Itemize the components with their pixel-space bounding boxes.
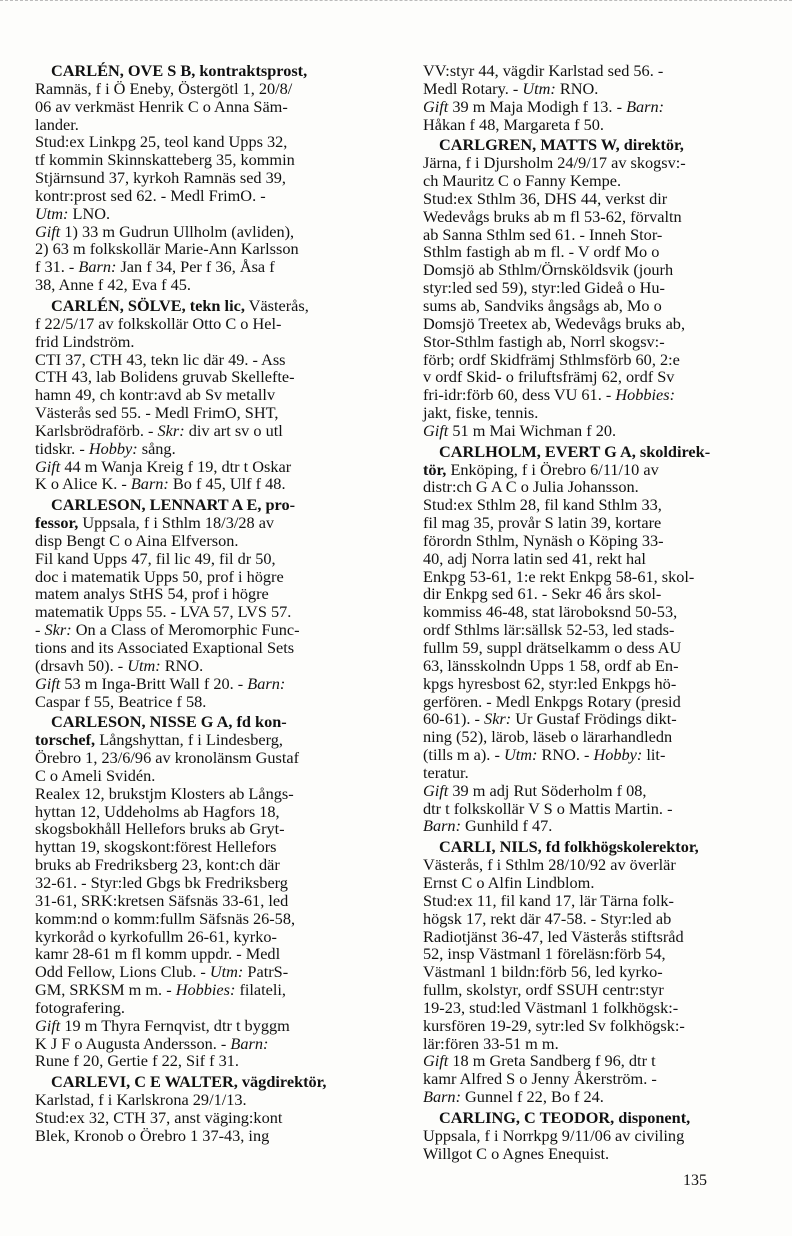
entry-text: skogsbokhåll Hellefors bruks ab Gryt- <box>35 819 285 839</box>
entry-text: 1) 33 m Gudrun Ullholm (avliden), <box>60 221 295 241</box>
entry-text: hyttan 12, Uddeholms ab Hagfors 18, <box>35 801 280 821</box>
entry-line <box>423 190 751 208</box>
entry-line <box>423 675 751 693</box>
entry-line <box>35 205 363 223</box>
field-label: Skr: <box>157 420 185 440</box>
entry-text: RNO. - <box>537 745 594 765</box>
entry-text: Ur Gustaf Frödings dikt- <box>511 709 677 729</box>
entry-line <box>35 639 363 657</box>
entry-line <box>35 1035 363 1053</box>
entry-line <box>423 639 751 657</box>
field-label: Gift <box>423 420 449 440</box>
entry-line <box>423 945 751 963</box>
entry-line <box>423 746 751 764</box>
left-column <box>35 62 363 1148</box>
entry-name: CARLÉN, OVE S B, kontraktsprost, <box>51 61 308 80</box>
field-label: Gift <box>35 456 61 476</box>
entry-text: bruks ab Fredriksberg 23, kont:ch där <box>35 855 280 875</box>
entry-text: (tills m a). - <box>423 745 504 765</box>
entry-line <box>423 261 751 279</box>
field-label: Skr: <box>484 709 512 729</box>
field-label: Gift <box>423 780 449 800</box>
entry-heading-line <box>35 1073 363 1091</box>
page-top-edge <box>0 0 792 5</box>
entry-text: Stjärnsund 37, kyrkoh Ramnäs sed 39, <box>35 168 286 188</box>
entry-text: dir Enkpg sed 61. - Sekr 46 års skol- <box>423 584 662 604</box>
entry-text: 39 m Maja Modigh f 13. - <box>448 96 627 116</box>
entry-line <box>423 657 751 675</box>
entry-text: 63, länsskolndn Upps 1 58, ordf ab En- <box>423 655 679 675</box>
entry-name: CARLESON, NISSE G A, fd kon- <box>51 712 287 732</box>
entry-line <box>35 981 363 999</box>
entry-name: tör, <box>423 459 447 479</box>
entry-text: Wedevågs bruks ab m fl 53-62, förvaltn <box>423 206 682 226</box>
entry-line <box>423 782 751 800</box>
entry-text: kyrkoråd o kyrkofullm 26-61, kyrko- <box>35 926 277 946</box>
entry-line <box>35 963 363 981</box>
entry <box>35 1073 363 1144</box>
entry-text: sång. <box>137 438 176 458</box>
field-label: Utm: <box>503 745 538 765</box>
entry-line <box>423 514 751 532</box>
field-label: Hobby: <box>88 438 138 458</box>
right-column <box>423 62 751 1165</box>
entry <box>35 713 363 1070</box>
page-number: 135 <box>683 1172 707 1189</box>
entry-text: VV:styr 44, vägdir Karlstad sed 56. - <box>423 61 664 80</box>
entry-line <box>35 333 363 351</box>
entry-text: doc i matematik Upps 50, prof i högre <box>35 566 284 586</box>
entry-text: div art sv o utl <box>184 420 283 440</box>
entry-text: f 31. - <box>35 257 79 277</box>
entry-name: CARLING, C TEODOR, disponent, <box>439 1107 691 1127</box>
entry-text: Västerås sed 55. - Medl FrimO, SHT, <box>35 403 279 423</box>
entry-line <box>35 169 363 187</box>
entry-line <box>423 116 751 134</box>
entry-line <box>423 892 751 910</box>
entry-text: 44 m Wanja Kreig f 19, dtr t Oskar <box>60 456 292 476</box>
entry-line <box>35 276 363 294</box>
entry-heading-line <box>423 1109 751 1127</box>
field-label: Gift <box>35 1015 61 1035</box>
entry-text: ch Mauritz C o Fanny Kempe. <box>423 171 622 191</box>
entry-text: 60-61). - <box>423 709 485 729</box>
entry-line <box>423 279 751 297</box>
entry-name: CARLESON, LENNART A E, pro- <box>51 495 296 515</box>
entry-line <box>35 999 363 1017</box>
entry-text: Stud:ex Sthlm 36, DHS 44, verkst dir <box>423 188 668 208</box>
field-label: Barn: <box>130 474 169 494</box>
entry-text: Rune f 20, Gertie f 22, Sif f 31. <box>35 1051 239 1071</box>
entry-text: RNO. <box>555 78 599 98</box>
entry-line <box>35 187 363 205</box>
field-label: Barn: <box>78 257 117 277</box>
entry-heading-line <box>35 62 363 80</box>
entry-text: Odd Fellow, Lions Club. - <box>35 962 210 982</box>
entry-line <box>35 568 363 586</box>
entry-text: Caspar f 55, Beatrice f 58. <box>35 691 207 711</box>
entry-line <box>35 404 363 422</box>
entry-line <box>423 1145 751 1163</box>
entry-text: 32-61. - Styr:led Gbgs bk Fredriksberg <box>35 872 288 892</box>
entry-line <box>35 1052 363 1070</box>
entry-text: ab Sanna Sthlm sed 61. - Inneh Stor- <box>423 224 663 244</box>
entry-text: Järna, f i Djursholm 24/9/17 av skogsv:- <box>423 153 686 173</box>
entry-line <box>423 1088 751 1106</box>
field-label: Gift <box>423 96 449 116</box>
entry-text: Bo f 45, Ulf f 48. <box>168 474 286 494</box>
entry-line <box>423 710 751 728</box>
entry-line <box>423 910 751 928</box>
entry-line <box>423 817 751 835</box>
entry-line <box>423 98 751 116</box>
entry-line <box>423 621 751 639</box>
entry-text: kamr Alfred S o Jenny Åkerström. - <box>423 1069 657 1089</box>
entry-line <box>423 422 751 440</box>
entry-text: 39 m adj Rut Söderholm f 08, <box>448 780 647 800</box>
entry-line <box>35 803 363 821</box>
entry-line <box>423 585 751 603</box>
entry-line <box>423 963 751 981</box>
entry-text: filateli, <box>235 980 287 1000</box>
entry-text: Långshyttan, f i Lindesberg, <box>95 730 283 750</box>
entry-continued <box>423 62 751 133</box>
entry-line <box>423 550 751 568</box>
entry-text: lit- <box>642 745 666 765</box>
entry-line <box>423 874 751 892</box>
entry-text: 19-23, stud:led Västmanl 1 folkhögsk:- <box>423 997 679 1017</box>
entry-line <box>35 945 363 963</box>
entry-line <box>423 999 751 1017</box>
entry-text: v ordf Skid- o friluftsfrämj 62, ordf Sv <box>423 367 675 387</box>
entry-line <box>35 1017 363 1035</box>
entry-text: Ernst C o Alfin Lindblom. <box>423 872 595 892</box>
entry-line <box>423 532 751 550</box>
entry-line <box>423 856 751 874</box>
entry-line <box>35 133 363 151</box>
field-label: Hobbies: <box>615 385 676 405</box>
entry-name: torschef, <box>35 730 96 750</box>
entry <box>423 1109 751 1163</box>
entry-name: CARLGREN, MATTS W, direktör, <box>439 135 684 155</box>
entry-text: Uppsala, f i Sthlm 18/3/28 av <box>78 513 275 533</box>
entry-line <box>35 98 363 116</box>
entry-text: Stud:ex Sthlm 28, fil kand Sthlm 33, <box>423 495 662 515</box>
entry-line <box>423 1017 751 1035</box>
entry-text: Västerås, <box>244 295 309 315</box>
entry-line <box>35 910 363 928</box>
entry-line <box>423 1070 751 1088</box>
entry-text: fri-idr:förb 60, dess VU 61. - <box>423 385 616 405</box>
entry <box>35 62 363 294</box>
entry-text: 19 m Thyra Fernqvist, dtr t byggm <box>60 1015 290 1035</box>
entry-line <box>423 297 751 315</box>
entry-text: disp Bengt C o Aina Elfverson. <box>35 530 239 550</box>
entry-text: kontr:prost sed 62. - Medl FrimO. - <box>35 185 266 205</box>
entry-text: ning (52), lärob, läseb o lärarhandledn <box>423 727 673 747</box>
entry-line <box>423 351 751 369</box>
entry-text: (drsavh 50). - <box>35 655 128 675</box>
entry-line <box>423 368 751 386</box>
entry <box>423 443 751 836</box>
entry-text: tidskr. - <box>35 438 89 458</box>
entry-text: kpgs hyresbost 62, styr:led Enkpgs hö- <box>423 673 677 693</box>
entry-text: högsk 17, rekt där 47-58. - Styr:led ab <box>423 908 672 928</box>
entry-line <box>423 981 751 999</box>
entry-heading-line <box>35 297 363 315</box>
entry-line <box>35 151 363 169</box>
entry-text: sums ab, Sandviks ångsågs ab, Mo o <box>423 295 662 315</box>
entry-line <box>423 478 751 496</box>
entry-text: 40, adj Norra latin sed 41, rekt hal <box>423 548 646 568</box>
entry-line <box>35 386 363 404</box>
entry-line <box>35 240 363 258</box>
entry-text: Fil kand Upps 47, fil lic 49, fil dr 50, <box>35 548 276 568</box>
field-label: Barn: <box>423 1087 461 1107</box>
entry-text: matem analys StHS 54, prof i högre <box>35 584 269 604</box>
entry-text: Örebro 1, 23/6/96 av kronolänsm Gustaf <box>35 748 300 768</box>
entry-text: PatrS- <box>243 962 289 982</box>
entry-text: Medl Rotary. - <box>423 78 523 98</box>
entry-line <box>35 550 363 568</box>
entry-line <box>35 585 363 603</box>
entry-line <box>35 820 363 838</box>
entry-text: Jan f 34, Per f 36, Åsa f <box>116 257 275 277</box>
entry-text: 31-61, SRK:kretsen Säfsnäs 33-61, led <box>35 890 289 910</box>
entry-text: gerfören. - Medl Enkpgs Rotary (presid <box>423 691 681 711</box>
entry-line <box>35 1091 363 1109</box>
field-label: Hobbies: <box>175 980 236 1000</box>
entry-line <box>423 62 751 80</box>
entry-text: 52, insp Västmanl 1 föreläsn:förb 54, <box>423 944 666 964</box>
entry-text: förb; ordf Skidfrämj Sthlmsförb 60, 2:e <box>423 349 680 369</box>
entry-line <box>35 223 363 241</box>
entry-text: tions and its Associated Exaptional Sets <box>35 638 295 657</box>
entry-line <box>35 731 363 749</box>
entry-text: fullm 59, suppl drätselkamm o dess AU <box>423 638 682 657</box>
entry-line <box>423 461 751 479</box>
entry-line <box>423 764 751 782</box>
entry <box>35 496 363 710</box>
entry-text: Enkpg 53-61, 1:e rekt Enkpg 58-61, skol- <box>423 566 695 586</box>
entry-text: Gunnel f 22, Bo f 24. <box>460 1087 604 1107</box>
entry-text: 53 m Inga-Britt Wall f 20. - <box>60 673 248 693</box>
entry-text: - <box>35 620 45 640</box>
field-label: Utm: <box>522 78 556 98</box>
entry-text: On a Class of Meromorphic Func- <box>71 620 300 640</box>
entry-text: 18 m Greta Sandberg f 96, dtr t <box>448 1051 656 1071</box>
entry-text: frid Lindström. <box>35 331 135 351</box>
entry-text: kamr 28-61 m fl komm uppdr. - Medl <box>35 944 281 964</box>
entry-line <box>35 440 363 458</box>
entry-line <box>35 351 363 369</box>
entry-text: teratur. <box>423 762 469 782</box>
entry-name: fessor, <box>35 513 79 533</box>
entry-heading-line <box>423 838 751 856</box>
entry-text: lär:fören 33-51 m m. <box>423 1033 559 1053</box>
entry <box>35 297 363 493</box>
entry-text: jakt, fiske, tennis. <box>423 403 539 423</box>
field-label: Barn: <box>626 96 665 116</box>
entry-text: Willgot C o Agnes Enequist. <box>423 1143 610 1163</box>
field-label: Barn: <box>230 1033 269 1053</box>
field-label: Gift <box>423 1051 449 1071</box>
entry-text: LNO. <box>68 203 111 223</box>
entry-line <box>35 892 363 910</box>
field-label: Barn: <box>423 816 461 836</box>
entry-line <box>35 315 363 333</box>
entry-text: Västmanl 1 bildn:förb 56, led kyrko- <box>423 962 663 982</box>
entry-line <box>35 767 363 785</box>
entry-text: K J F o Augusta Andersson. - <box>35 1033 231 1053</box>
entry-text: Karlstad, f i Karlskrona 29/1/13. <box>35 1090 247 1110</box>
field-label: Utm: <box>35 203 69 223</box>
entry-name: CARLÉN, SÖLVE, tekn lic, <box>51 295 245 315</box>
entry-text: Västerås, f i Sthlm 28/10/92 av överlär <box>423 855 676 875</box>
field-label: Utm: <box>209 962 244 982</box>
entry-text: komm:nd o komm:fullm Säfsnäs 26-58, <box>35 908 296 928</box>
entry-text: Radiotjänst 36-47, led Västerås stiftsråd <box>423 926 684 946</box>
entry-line <box>423 172 751 190</box>
field-label: Hobby: <box>593 745 643 765</box>
entry-text: Enköping, f i Örebro 6/11/10 av <box>446 459 659 479</box>
entry-line <box>35 928 363 946</box>
entry-text: 06 av verkmäst Henrik C o Anna Säm- <box>35 96 288 116</box>
entry-text: Karlsbrödraförb. - <box>35 420 158 440</box>
entry-line <box>35 621 363 639</box>
entry-line <box>423 800 751 818</box>
entry-line <box>35 368 363 386</box>
entry-line <box>35 1127 363 1145</box>
entry-text: Stud:ex 11, fil kand 17, lär Tärna folk- <box>423 890 674 910</box>
entry-line <box>423 404 751 422</box>
entry-text: RNO. <box>160 655 204 675</box>
entry-text: Uppsala, f i Norrkpg 9/11/06 av civiling <box>423 1125 685 1145</box>
entry-name: CARLHOLM, EVERT G A, skoldirek- <box>439 441 711 461</box>
entry <box>423 136 751 439</box>
entry-text: ordf Sthlms lär:sällsk 52-53, led stads- <box>423 620 675 640</box>
entry-text: styr:led sed 59), styr:led Gideå o Hu- <box>423 278 665 298</box>
entry-text: CTI 37, CTH 43, tekn lic där 49. - Ass <box>35 349 286 369</box>
entry-line <box>35 1109 363 1127</box>
entry-heading-line <box>423 136 751 154</box>
entry-text: Stud:ex Linkpg 25, teol kand Upps 32, <box>35 132 288 152</box>
entry-line <box>423 208 751 226</box>
entry-line <box>35 116 363 134</box>
entry-text: Blek, Kronob o Örebro 1 37-43, ing <box>35 1125 270 1145</box>
entry-line <box>423 568 751 586</box>
entry-text: distr:ch G A C o Julia Johansson. <box>423 477 639 497</box>
entry <box>423 838 751 1106</box>
entry-heading-line <box>35 713 363 731</box>
entry-text: kursfören 19-29, sytr:led Sv folkhögsk:- <box>423 1015 685 1035</box>
entry-line <box>423 386 751 404</box>
entry-line <box>35 874 363 892</box>
entry-line <box>423 496 751 514</box>
entry-line <box>35 514 363 532</box>
entry-text: 38, Anne f 42, Eva f 45. <box>35 275 191 295</box>
entry-text: CTH 43, lab Bolidens gruvab Skellefte- <box>35 367 295 387</box>
entry-text: lander. <box>35 114 79 134</box>
entry-line <box>423 226 751 244</box>
entry-text: Sthlm fastigh ab m fl. - V ordf Mo o <box>423 242 660 262</box>
entry-line <box>423 154 751 172</box>
entry-name: CARLEVI, C E WALTER, vägdirektör, <box>51 1072 327 1092</box>
entry-text: 51 m Mai Wichman f 20. <box>448 420 617 440</box>
entry-line <box>35 458 363 476</box>
entry-text: f 22/5/17 av folkskollär Otto C o Hel- <box>35 313 282 333</box>
entry-text: tf kommin Skinnskatteberg 35, kommin <box>35 150 295 170</box>
field-label: Barn: <box>247 673 286 693</box>
entry-line <box>35 532 363 550</box>
entry-line <box>423 1035 751 1053</box>
field-label: Skr: <box>44 620 72 640</box>
entry-text: hamn 49, ch kontr:avd ab Sv metallv <box>35 385 276 405</box>
entry-text: Stor-Sthlm fastigh ab, Norrl skogsv:- <box>423 331 665 351</box>
entry-text: fotografering. <box>35 997 125 1017</box>
entry-name: CARLI, NILS, fd folkhögskolerektor, <box>439 837 699 857</box>
entry-line <box>35 838 363 856</box>
entry-line <box>35 603 363 621</box>
entry-line <box>423 315 751 333</box>
entry-line <box>35 422 363 440</box>
entry-line <box>423 243 751 261</box>
entry-text: GM, SRKSM m m. - <box>35 980 176 1000</box>
entry-line <box>35 856 363 874</box>
entry-line <box>35 258 363 276</box>
entry-text: C o Ameli Svidén. <box>35 765 156 785</box>
entry-text: Domsjö Treetex ab, Wedevågs bruks ab, <box>423 313 686 333</box>
entry-text: Håkan f 48, Margareta f 50. <box>423 114 604 134</box>
entry-text: K o Alice K. - <box>35 474 131 494</box>
entry-text: Realex 12, brukstjm Klosters ab Långs- <box>35 783 294 803</box>
entry-line <box>35 475 363 493</box>
field-label: Gift <box>35 221 61 241</box>
entry-line <box>423 333 751 351</box>
field-label: Utm: <box>127 655 161 675</box>
entry-heading-line <box>35 496 363 514</box>
entry-text: 2) 63 m folkskollär Marie-Ann Karlsson <box>35 239 299 259</box>
field-label: Gift <box>35 673 61 693</box>
entry-text: förordn Sthlm, Nynäsh o Köping 33- <box>423 530 664 550</box>
entry-text: Stud:ex 32, CTH 37, anst väging:kont <box>35 1107 283 1127</box>
entry-line <box>423 693 751 711</box>
entry-text: matematik Upps 55. - LVA 57, LVS 57. <box>35 602 292 622</box>
entry-text: dtr t folkskollär V S o Mattis Martin. - <box>423 798 673 818</box>
entry-line <box>423 603 751 621</box>
entry-text: Ramnäs, f i Ö Eneby, Östergötl 1, 20/8/ <box>35 78 293 98</box>
entry-line <box>423 1127 751 1145</box>
entry-line <box>35 785 363 803</box>
entry-heading-line <box>423 443 751 461</box>
entry-text: fullm, skolstyr, ordf SSUH centr:styr <box>423 980 664 1000</box>
entry-text: kommiss 46-48, stat läroboksnd 50-53, <box>423 602 678 622</box>
entry-line <box>35 657 363 675</box>
entry-line <box>423 1052 751 1070</box>
entry-text: fil mag 35, provår S latin 39, kortare <box>423 513 662 533</box>
entry-line <box>35 675 363 693</box>
entry-line <box>423 728 751 746</box>
entry-line <box>35 749 363 767</box>
entry-line <box>35 693 363 711</box>
entry-line <box>35 80 363 98</box>
entry-text: Domsjö ab Sthlm/Örnsköldsvik (jourh <box>423 260 674 280</box>
entry-text: hyttan 19, skogskont:förest Hellefors <box>35 837 277 857</box>
entry-line <box>423 928 751 946</box>
entry-line <box>423 80 751 98</box>
entry-text: Gunhild f 47. <box>460 816 553 836</box>
